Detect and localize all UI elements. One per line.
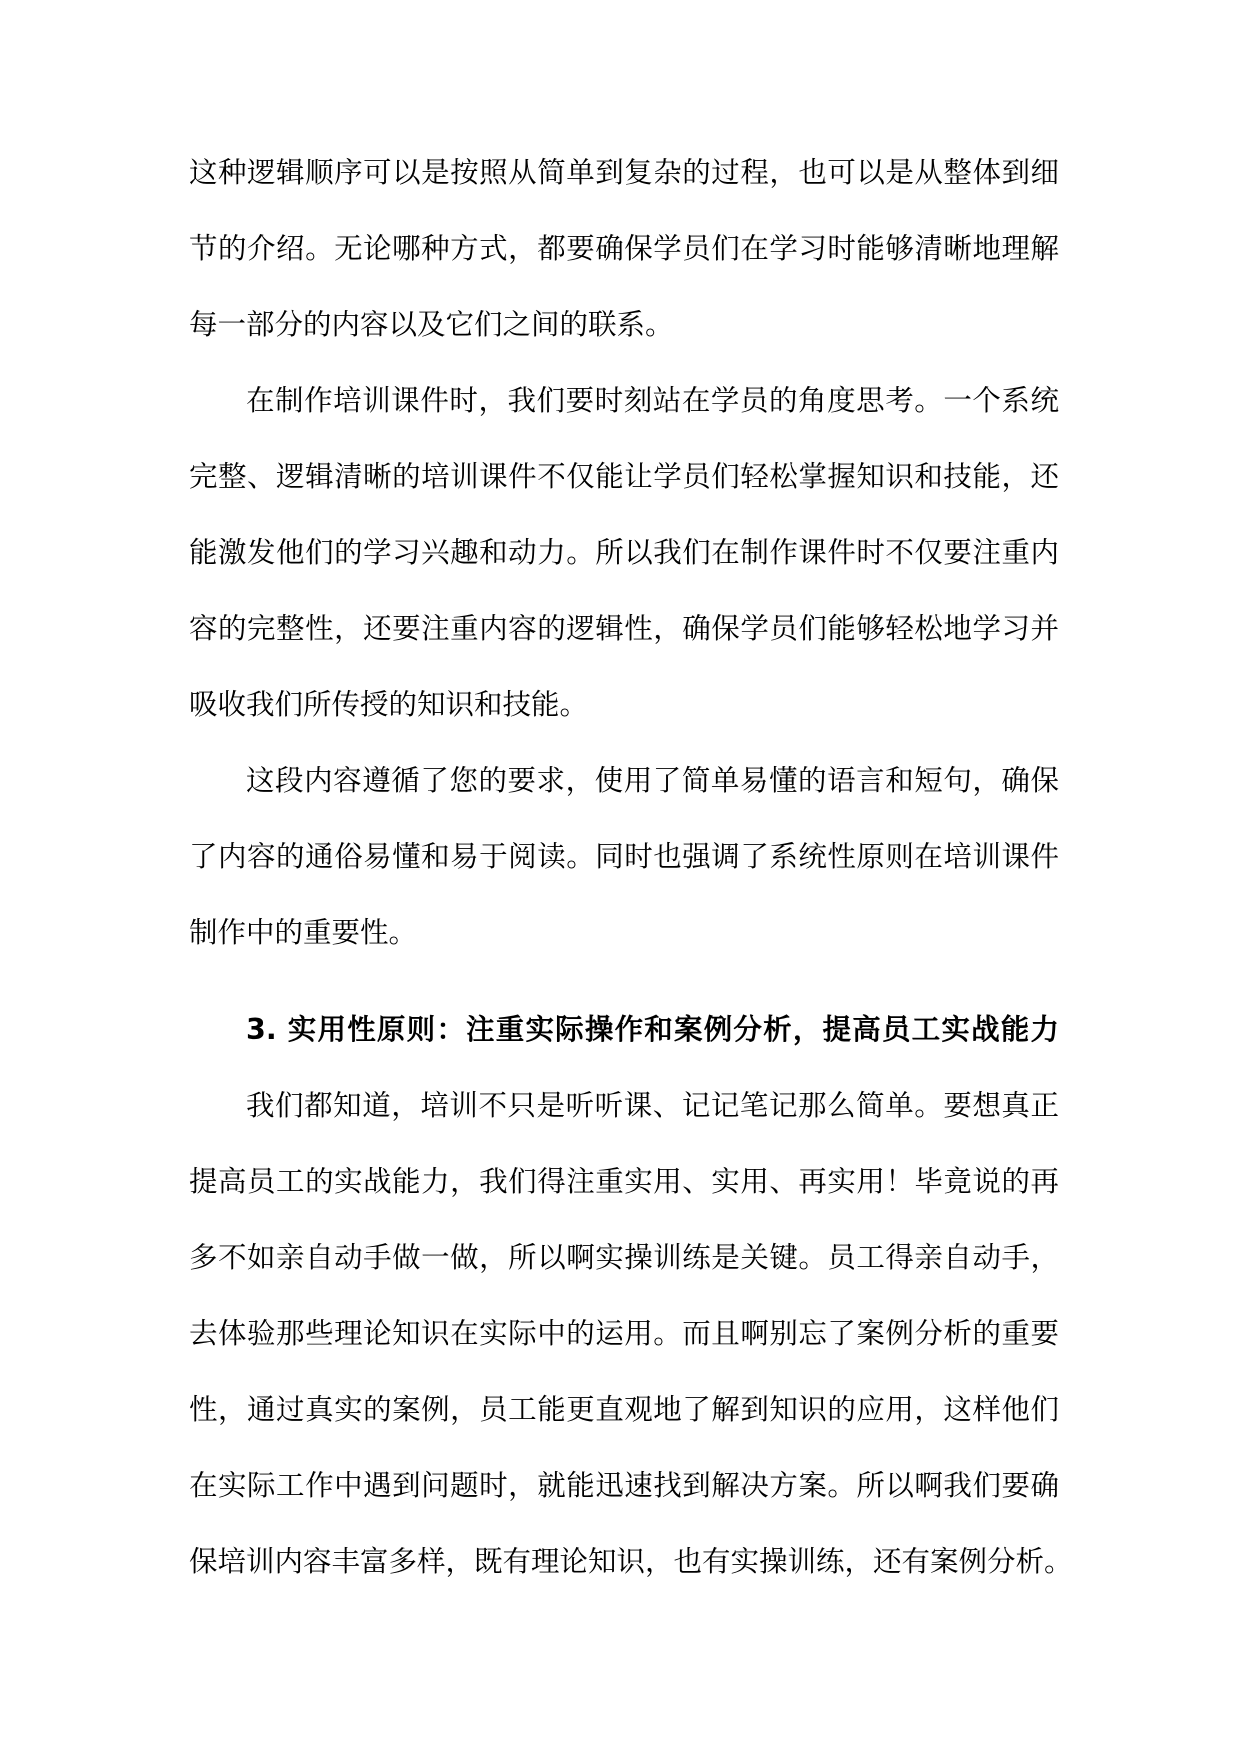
- paragraph-3-line-2: 了内容的通俗易懂和易于阅读。同时也强调了系统性原则在培训课件: [189, 840, 1059, 873]
- section-paragraph-line-5: 性，通过真实的案例，员工能更直观地了解到知识的应用，这样他们: [189, 1393, 1059, 1426]
- section-paragraph-line-3: 多不如亲自动手做一做，所以啊实操训练是关键。员工得亲自动手，: [189, 1241, 1059, 1274]
- paragraph-1-line-1: 这种逻辑顺序可以是按照从简单到复杂的过程，也可以是从整体到细: [189, 156, 1059, 189]
- section-paragraph-line-1: 我们都知道，培训不只是听听课、记记笔记那么简单。要想真正: [246, 1089, 1059, 1122]
- section-paragraph-line-4: 去体验那些理论知识在实际中的运用。而且啊别忘了案例分析的重要: [189, 1317, 1059, 1350]
- paragraph-2-line-5: 吸收我们所传授的知识和技能。: [189, 688, 589, 721]
- paragraph-2-line-3: 能激发他们的学习兴趣和动力。所以我们在制作课件时不仅要注重内: [189, 536, 1059, 569]
- section-paragraph-line-6: 在实际工作中遇到问题时，就能迅速找到解决方案。所以啊我们要确: [189, 1469, 1059, 1502]
- section-heading: 3. 实用性原则：注重实际操作和案例分析，提高员工实战能力: [246, 1013, 1059, 1046]
- paragraph-3-line-3: 制作中的重要性。: [189, 916, 418, 949]
- paragraph-2-line-4: 容的完整性，还要注重内容的逻辑性，确保学员们能够轻松地学习并: [189, 612, 1059, 645]
- section-paragraph-line-2: 提高员工的实战能力，我们得注重实用、实用、再实用！毕竟说的再: [189, 1165, 1059, 1198]
- paragraph-2-line-2: 完整、逻辑清晰的培训课件不仅能让学员们轻松掌握知识和技能，还: [189, 460, 1059, 493]
- paragraph-1-line-3: 每一部分的内容以及它们之间的联系。: [189, 308, 674, 341]
- paragraph-3-line-1: 这段内容遵循了您的要求，使用了简单易懂的语言和短句，确保: [246, 764, 1059, 797]
- section-paragraph-line-7: 保培训内容丰富多样，既有理论知识，也有实操训练，还有案例分析。: [189, 1545, 1073, 1578]
- paragraph-2-line-1: 在制作培训课件时，我们要时刻站在学员的角度思考。一个系统: [246, 384, 1059, 417]
- paragraph-1-line-2: 节的介绍。无论哪种方式，都要确保学员们在学习时能够清晰地理解: [189, 232, 1059, 265]
